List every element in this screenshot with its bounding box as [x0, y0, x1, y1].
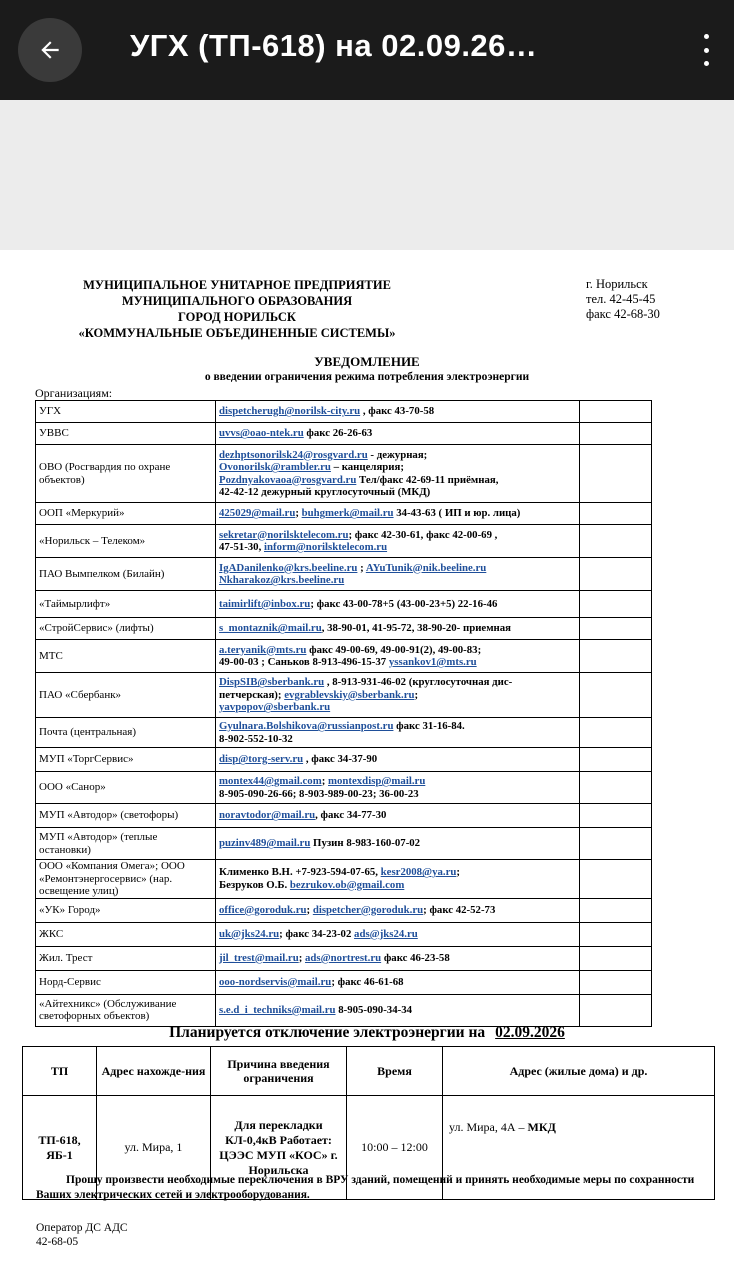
org-contacts [216, 772, 580, 804]
org-contacts [216, 994, 580, 1026]
email-link[interactable]: taimirlift@inbox.ru [219, 597, 311, 610]
contact-line [219, 1004, 576, 1017]
org-name: ООО «Санор» [36, 772, 216, 804]
org-name: «Таймырлифт» [36, 591, 216, 618]
contact-line [219, 701, 576, 714]
contact-text: ; [306, 903, 313, 916]
email-link[interactable]: Pozdnyakovaoa@rosgvard.ru [219, 473, 357, 486]
org-row [36, 640, 652, 673]
org-row [36, 804, 652, 828]
email-link[interactable]: s.e.d_i_techniks@mail.ru [219, 1003, 336, 1016]
email-link[interactable]: Nkharakoz@krs.beeline.ru [219, 574, 345, 586]
contact-text: , 8-913-931-46-02 (круглосуточная дис- [324, 676, 513, 689]
org-name: «Норильск – Телеком» [36, 525, 216, 558]
contact-line [219, 976, 576, 989]
contact-text: ; [414, 688, 419, 701]
operator-phone: 42-68-05 [36, 1236, 79, 1248]
contact-line [219, 879, 576, 892]
contact-line [219, 928, 576, 941]
org-contacts [216, 970, 580, 994]
contact-text: , факс 34-77-30 [315, 809, 387, 822]
email-link[interactable]: IgADanilenko@krs.beeline.ru [219, 561, 358, 574]
contact-line [219, 676, 576, 689]
contact-text: ; факс 42-30-61, факс 42-00-69 , [348, 528, 498, 541]
contact-block [586, 277, 660, 322]
contact-line [219, 474, 576, 487]
org-contacts [216, 804, 580, 828]
contact-line [219, 598, 576, 611]
contact-line [219, 837, 576, 850]
contact-text: Безруков О.Б. [219, 878, 290, 891]
organizations-table [35, 400, 652, 1027]
contact-line [219, 775, 576, 788]
org-name: УВВС [36, 423, 216, 445]
cell-time: 10:00 – 12:00 [347, 1096, 443, 1200]
org-row [36, 748, 652, 772]
email-link[interactable]: dezhptsonorilsk24@rosgvard.ru [219, 448, 368, 461]
contact-line [219, 720, 576, 733]
org-name: ООО «Компания Омега»; ООО «Ремонтэнергосервис» (нар. освещение улиц) [36, 860, 216, 899]
email-link[interactable]: disp@torg-serv.ru [219, 753, 304, 766]
phone: тел. 42-45-45 [586, 292, 656, 306]
contact-text: 34-43-63 ( ИП и юр. лица) [393, 507, 521, 520]
back-button[interactable] [18, 18, 82, 82]
contact-text: ; [298, 951, 306, 964]
org-mark-cell [580, 970, 652, 994]
contact-line [219, 486, 576, 499]
org-row [36, 970, 652, 994]
email-link[interactable]: uvvs@oao-ntek.ru [219, 427, 304, 440]
contact-text: 42-42-12 дежурный круглосуточный (МКД) [219, 486, 431, 498]
contact-text: Пузин 8-983-160-07-02 [310, 837, 421, 850]
email-link[interactable]: bezrukov.ob@gmail.com [289, 878, 405, 891]
email-link[interactable]: yssankov1@mts.ru [388, 656, 477, 668]
org-row [36, 673, 652, 718]
plan-date: 02.09.2026 [495, 1024, 565, 1041]
fax: факс 42-68-30 [586, 307, 660, 321]
contact-line [219, 656, 576, 669]
header-time: Время [347, 1047, 443, 1096]
contact-line [219, 904, 576, 917]
org-contacts [216, 922, 580, 946]
org-name: ОВО (Росгвардия по охране объектов) [36, 445, 216, 503]
org-row [36, 718, 652, 748]
org-name: ЖКС [36, 922, 216, 946]
org-contacts [216, 525, 580, 558]
org-mark-cell [580, 898, 652, 922]
contact-line [219, 449, 576, 462]
org-mark-cell [580, 748, 652, 772]
contact-line [219, 866, 576, 879]
org-row [36, 898, 652, 922]
contact-text: ; [357, 561, 366, 574]
header-houses: Адрес (жилые дома) и др. [443, 1047, 715, 1096]
contact-line [219, 952, 576, 965]
org-row [36, 618, 652, 640]
email-link[interactable]: montex44@gmail.com [219, 775, 322, 787]
contact-text: факс 49-00-69, 49-00-91(2), 49-00-83; [306, 643, 482, 656]
contact-text: , 38-90-01, 41-95-72, 38-90-20- приемная [321, 622, 512, 635]
org-name: УГХ [36, 401, 216, 423]
org-mark-cell [580, 640, 652, 673]
org-contacts [216, 401, 580, 423]
contact-text: 8-905-090-34-34 [335, 1003, 412, 1016]
org-mark-cell [580, 718, 652, 748]
email-link[interactable]: sekretar@norilsktelecom.ru [219, 528, 349, 541]
plan-title [0, 1024, 734, 1042]
contact-text: ; факс 34-23-02 [279, 927, 355, 940]
org-name: МУП «Автодор» (светофоры) [36, 804, 216, 828]
org-row [36, 423, 652, 445]
org-row [36, 445, 652, 503]
org-name: Норд-Сервис [36, 970, 216, 994]
org-mark-cell [580, 423, 652, 445]
contact-text: 8-902-552-10-32 [219, 732, 293, 745]
org-contacts [216, 503, 580, 525]
header-reason: Причина введения ограничения [211, 1047, 347, 1096]
email-link[interactable]: ads@nortrest.ru [305, 951, 382, 964]
email-link[interactable]: ads@jks24.ru [354, 927, 418, 940]
contact-line [219, 753, 576, 766]
org-mark-cell [580, 804, 652, 828]
houses-type: МКД [527, 1120, 556, 1134]
org-name: Почта (центральная) [36, 718, 216, 748]
org-mark-cell [580, 401, 652, 423]
email-link[interactable]: AYuTunik@nik.beeline.ru [365, 561, 487, 574]
org-contacts [216, 946, 580, 970]
email-link[interactable]: noravtodor@mail.ru [219, 809, 316, 822]
plan-title-text: Планируется отключение электроэнергии на [169, 1024, 486, 1041]
email-link[interactable]: jil_trest@mail.ru [219, 951, 299, 964]
org-mark-cell [580, 772, 652, 804]
houses-address: ул. Мира, 4А – [449, 1120, 528, 1134]
org-contacts [216, 828, 580, 860]
city: г. Норильск [586, 277, 648, 291]
org-name: МУП «Автодор» (теплые остановки) [36, 828, 216, 860]
org-row [36, 503, 652, 525]
contact-line [219, 622, 576, 635]
org-line: МУНИЦИПАЛЬНОЕ УНИТАРНОЕ ПРЕДПРИЯТИЕ [83, 278, 391, 292]
contact-line [219, 507, 576, 520]
contact-text: ; [321, 775, 328, 787]
contact-line [219, 689, 576, 702]
contact-text: Тел/факс 42-69-11 приёмная, [356, 473, 499, 486]
org-line: МУНИЦИПАЛЬНОГО ОБРАЗОВАНИЯ [121, 294, 353, 308]
email-link[interactable]: uk@jks24.ru [219, 927, 280, 940]
contact-line [219, 529, 576, 542]
org-contacts [216, 673, 580, 718]
email-link[interactable]: yavpopov@sberbank.ru [219, 701, 331, 714]
email-link[interactable]: inform@norilsktelecom.ru [263, 541, 388, 553]
org-contacts [216, 748, 580, 772]
org-row [36, 994, 652, 1026]
contact-text: ; факс 43-00-78+5 (43-00-23+5) 22-16-46 [310, 597, 498, 610]
email-link[interactable]: s_montaznik@mail.ru [219, 622, 322, 635]
org-mark-cell [580, 618, 652, 640]
contact-text: факс 26-26-63 [303, 427, 373, 440]
org-mark-cell [580, 525, 652, 558]
org-row [36, 401, 652, 423]
organizations-label: Организациям: [35, 386, 113, 400]
operator-block [36, 1221, 128, 1249]
org-name: «СтройСервис» (лифты) [36, 618, 216, 640]
org-name: ООП «Меркурий» [36, 503, 216, 525]
organization-header [34, 277, 440, 341]
contact-line [219, 461, 576, 474]
contact-text: петчерская); [219, 688, 285, 701]
org-row [36, 558, 652, 591]
org-line: «КОММУНАЛЬНЫЕ ОБЪЕДИНЕННЫЕ СИСТЕМЫ» [78, 326, 396, 340]
notice-subtitle: о введении ограничения режима потребления электроэнергии [204, 371, 530, 383]
contact-line [219, 562, 576, 575]
org-mark-cell [580, 558, 652, 591]
org-contacts [216, 860, 580, 899]
org-mark-cell [580, 946, 652, 970]
org-name: МТС [36, 640, 216, 673]
org-row [36, 828, 652, 860]
contact-line [219, 427, 576, 440]
contact-text: - дежурная; [367, 448, 428, 461]
contact-text: , факс 34-37-90 [303, 753, 378, 766]
contact-line [219, 405, 576, 418]
org-contacts [216, 898, 580, 922]
operator-title: Оператор ДС АДС [36, 1222, 128, 1234]
header-tp: ТП [23, 1047, 97, 1096]
org-contacts [216, 445, 580, 503]
contact-text: ; факс 46-61-68 [331, 975, 404, 988]
document-page[interactable] [0, 250, 734, 1280]
org-contacts [216, 423, 580, 445]
contact-text: Клименко В.Н. +7-923-594-07-65, [219, 866, 381, 879]
app-bar [0, 0, 734, 100]
outage-header-row [23, 1047, 715, 1096]
contact-text: 8-905-090-26-66; 8-903-989-00-23; 36-00-23 [219, 787, 419, 800]
notice-title: УВЕДОМЛЕНИЕ [314, 354, 420, 369]
org-mark-cell [580, 591, 652, 618]
contact-line [219, 809, 576, 822]
email-link[interactable]: montexdisp@mail.ru [328, 775, 426, 787]
contact-text: ; [456, 866, 461, 879]
org-line: ГОРОД НОРИЛЬСК [178, 310, 296, 324]
email-link[interactable]: ooo-nordservis@mail.ru [219, 975, 332, 988]
more-vertical-icon[interactable] [696, 34, 716, 66]
org-name: «УК» Город» [36, 898, 216, 922]
contact-text: факс 46-23-58 [381, 951, 450, 964]
contact-line [219, 733, 576, 746]
org-contacts [216, 618, 580, 640]
header-location: Адрес нахожде-ния [97, 1047, 211, 1096]
org-mark-cell [580, 503, 652, 525]
org-contacts [216, 591, 580, 618]
org-contacts [216, 640, 580, 673]
org-row [36, 860, 652, 899]
org-row [36, 525, 652, 558]
email-link[interactable]: DispSIB@sberbank.ru [219, 676, 325, 689]
email-link[interactable]: buhgmerk@mail.ru [301, 507, 394, 520]
org-row [36, 922, 652, 946]
org-mark-cell [580, 673, 652, 718]
org-row [36, 772, 652, 804]
org-name: МУП «ТоргСервис» [36, 748, 216, 772]
document-title: УГХ (ТП-618) на 02.09.26… [130, 28, 538, 63]
cell-reason: Для перекладки КЛ-0,4кВ Работает: ЦЭЭС МУП «КОС» г. Норильска [211, 1096, 347, 1200]
request-text: Прошу произвести необходимые переключения в ВРУ зданий, помещений и принять необходимые меры по сохранности Ваших электрических сетей и электрооборудования. [36, 1174, 695, 1201]
org-row [36, 946, 652, 970]
contact-line [219, 541, 576, 554]
email-link[interactable]: 425029@mail.ru [219, 507, 296, 520]
contact-text: факс 31-16-84. [393, 720, 465, 732]
org-contacts [216, 718, 580, 748]
org-mark-cell [580, 994, 652, 1026]
email-link[interactable]: kesr2008@ya.ru [380, 866, 457, 879]
org-mark-cell [580, 860, 652, 899]
org-name: «Айтехникс» (Обслуживание светофорных объектов) [36, 994, 216, 1026]
org-mark-cell [580, 922, 652, 946]
contact-line [219, 574, 576, 587]
arrow-left-icon [37, 37, 63, 63]
contact-text: ; [295, 507, 302, 520]
org-mark-cell [580, 445, 652, 503]
email-link[interactable]: dispetcher@goroduk.ru [312, 903, 424, 916]
email-link[interactable]: dispetcherugh@norilsk-city.ru [219, 405, 361, 418]
contact-text: , факс 43-70-58 [360, 405, 435, 418]
email-link[interactable]: Gyulnara.Bolshikova@russianpost.ru [219, 720, 394, 732]
org-row [36, 591, 652, 618]
org-name: Жил. Трест [36, 946, 216, 970]
contact-line [219, 788, 576, 801]
cell-tp: ТП-618, ЯБ-1 [23, 1096, 97, 1200]
contact-text: 47-51-30, [219, 541, 264, 553]
contact-text: 49-00-03 ; Саньков 8-913-496-15-37 [219, 656, 389, 668]
contact-text: – канцелярия; [330, 461, 404, 473]
viewer-background [0, 100, 734, 250]
contact-line [219, 644, 576, 657]
org-mark-cell [580, 828, 652, 860]
contact-text: ; факс 42-52-73 [423, 903, 496, 916]
email-link[interactable]: Ovonorilsk@rambler.ru [219, 461, 331, 473]
email-link[interactable]: puzinv489@mail.ru [219, 837, 311, 850]
email-link[interactable]: office@goroduk.ru [219, 903, 307, 916]
org-contacts [216, 558, 580, 591]
email-link[interactable]: a.teryanik@mts.ru [219, 643, 307, 656]
email-link[interactable]: evgrablevskiy@sberbank.ru [284, 688, 415, 701]
org-name: ПАО Вымпелком (Билайн) [36, 558, 216, 591]
org-name: ПАО «Сбербанк» [36, 673, 216, 718]
cell-location: ул. Мира, 1 [97, 1096, 211, 1200]
